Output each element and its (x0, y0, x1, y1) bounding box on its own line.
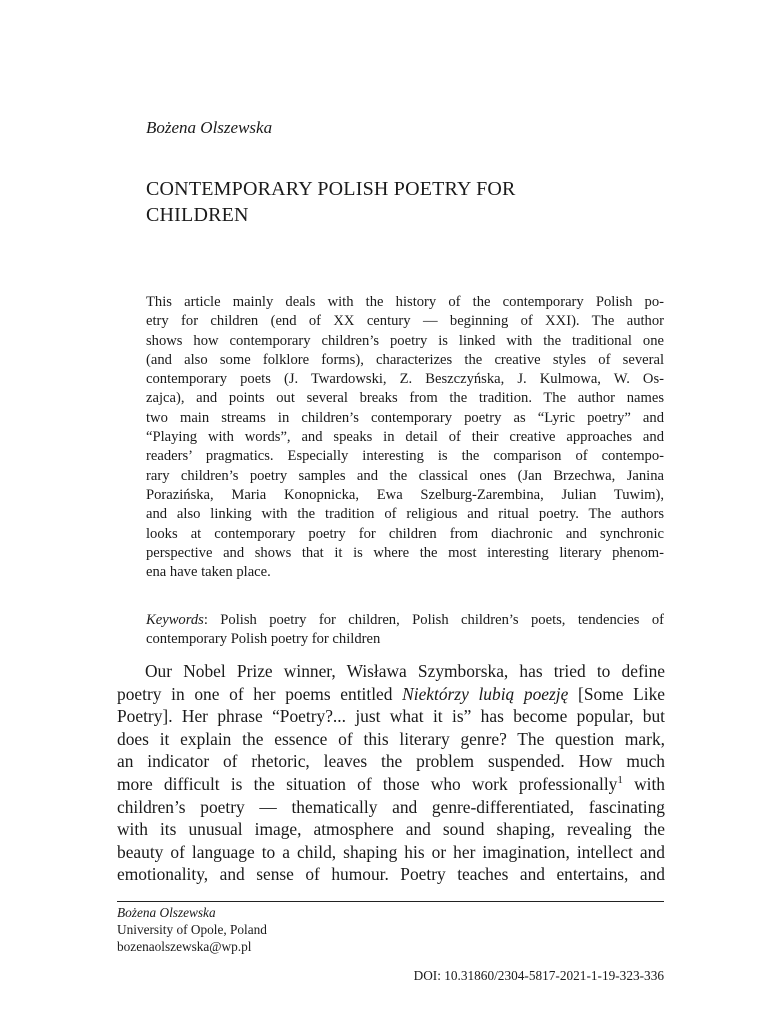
abstract-line: and also linking with the tradition of religious and ritual poetry. The authors (146, 506, 664, 523)
footnote-marker[interactable]: 1 (617, 773, 623, 786)
abstract-line: etry for children (end of XX century — beginning of XXI). The author (146, 313, 664, 330)
keywords-line-1 (146, 611, 664, 630)
abstract-line: shows how contemporary children’s poetry is linked with the traditional one (146, 332, 664, 349)
abstract (146, 293, 664, 582)
abstract-line: zajca), and points out several breaks from the tradition. The author names (146, 390, 664, 407)
affiliation-email[interactable]: bozenaolszewska@wp.pl (117, 939, 252, 954)
keywords-label: Keywords (146, 612, 204, 628)
keywords-line-2: contemporary Polish poetry for children (146, 631, 381, 648)
abstract-line: (and also some folklore forms), characterizes the creative styles of several (146, 351, 664, 368)
title-line-1: CONTEMPORARY POLISH POETRY FOR (146, 178, 516, 200)
article-title (146, 176, 616, 228)
body-line: beauty of language to a child, shaping his or her imagination, intellect and (117, 841, 665, 862)
body-line: with its unusual image, atmosphere and sound shaping, revealing the (117, 819, 665, 840)
body-line: does it explain the essence of this literary genre? The question mark, (117, 728, 665, 749)
abstract-line: contemporary poets (J. Twardowski, Z. Beszczyńska, J. Kulmowa, W. Os- (146, 371, 664, 388)
doi-text[interactable]: DOI: 10.31860/2304-5817-2021-1-19-323-336 (413, 968, 664, 983)
keywords (146, 611, 664, 650)
title-line-2: CHILDREN (146, 204, 249, 226)
body-text-span: with (622, 773, 665, 794)
abstract-line: This article mainly deals with the history of the contemporary Polish po- (146, 294, 664, 310)
abstract-line: “Playing with words”, and speaks in detail of their creative approaches and (146, 429, 664, 446)
footer-rule (117, 901, 664, 902)
abstract-line: Porazińska, Maria Konopnicka, Ewa Szelburg-Zarembina, Julian Tuwim), (146, 486, 664, 503)
keywords-text-1: : Polish poetry for children, Polish children’s poets, tendencies of (203, 612, 664, 628)
abstract-line: readers’ pragmatics. Especially interesting is the comparison of contempo- (146, 448, 664, 465)
body-text-span: poetry in one of her poems entitled (117, 683, 403, 704)
poem-title: Niektórzy lubią poezję (402, 683, 569, 704)
abstract-line: perspective and shows that it is where the most interesting literary phenom- (146, 544, 664, 561)
affiliation-university: University of Opole, Poland (117, 922, 267, 937)
body-text-span: more difficult is the situation of those who work professionally (117, 773, 618, 794)
body-line (117, 683, 665, 706)
author-name: Bożena Olszewska (146, 118, 273, 137)
body-line (117, 773, 665, 796)
body-line: Our Nobel Prize winner, Wisława Szymborska, has tried to define (145, 661, 665, 681)
abstract-line: ena have taken place. (146, 564, 271, 581)
body-line: children’s poetry — thematically and genre-differentiated, fascinating (117, 796, 665, 817)
abstract-line: two main streams in children’s contemporary poetry as “Lyric poetry” and (146, 409, 664, 426)
abstract-line: rary children’s poetry samples and the classical ones (Jan Brzechwa, Janina (146, 467, 664, 484)
body-paragraph (117, 660, 665, 886)
body-text-span: [Some Like (568, 683, 666, 704)
author-affiliation (117, 904, 267, 955)
abstract-line: looks at contemporary poetry for children from diachronic and synchronic (146, 525, 664, 542)
affiliation-name: Bożena Olszewska (117, 905, 216, 920)
body-line: Poetry]. Her phrase “Poetry?... just what it is” has become popular, but (117, 706, 665, 727)
body-line: an indicator of rhetoric, leaves the problem suspended. How much (117, 751, 665, 772)
body-line: emotionality, and sense of humour. Poetry teaches and entertains, and (117, 864, 665, 885)
